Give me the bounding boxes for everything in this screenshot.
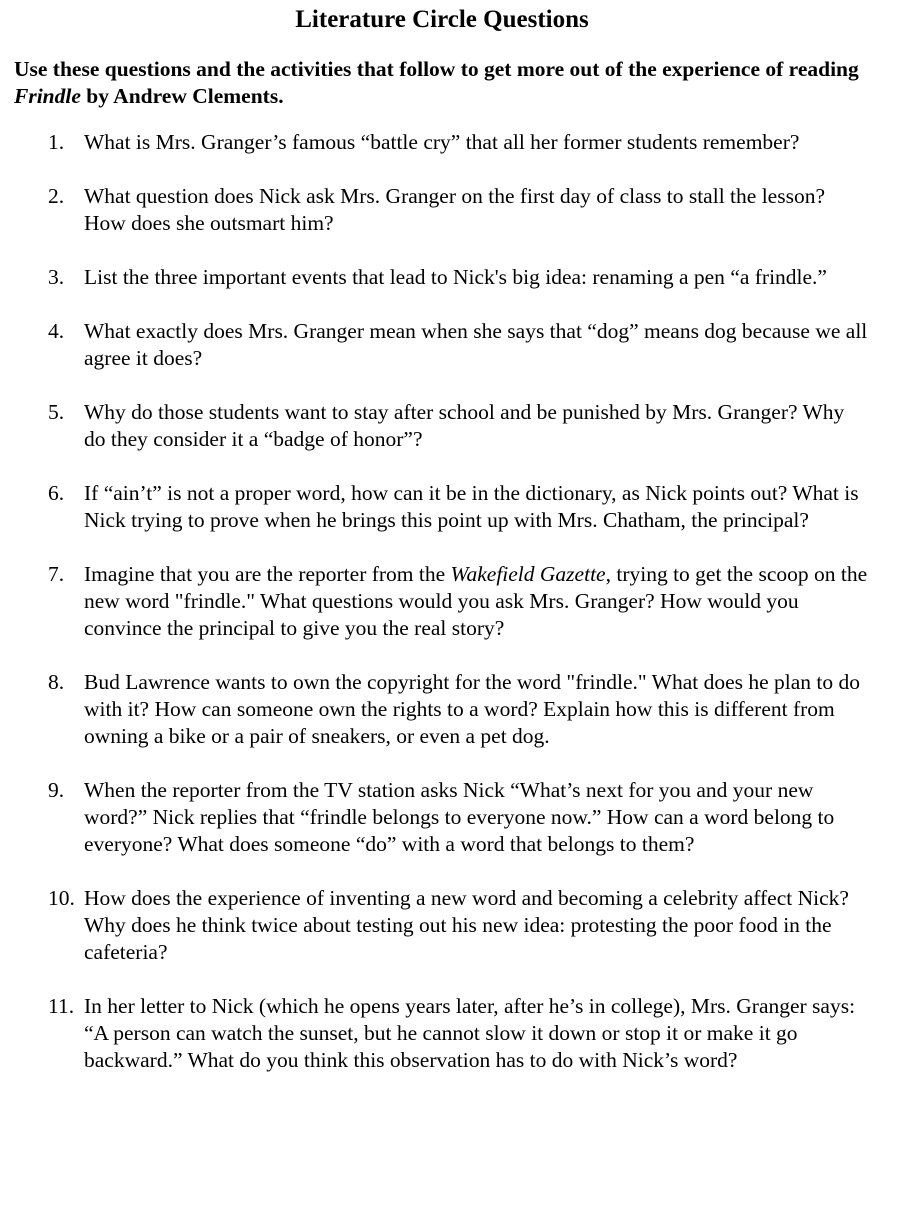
question-item: [14, 669, 870, 750]
question-text: [84, 318, 870, 372]
question-number: 2.: [48, 184, 65, 208]
question-text: [84, 561, 870, 642]
question-text-part: What exactly does Mrs. Granger mean when she says that “dog” means dog because we all agree it does?: [84, 319, 868, 370]
question-number: 9.: [48, 778, 65, 802]
question-text-part: In her letter to Nick (which he opens years later, after he’s in college), Mrs. Granger says: “A person can watch the sunset, but he cannot slow it down or stop it or make it go backward.” What do you think this observation has to do with Nick’s word?: [84, 994, 856, 1072]
question-item: [14, 264, 870, 291]
question-number: 10.: [48, 886, 75, 910]
question-text: [84, 129, 870, 156]
question-text: [84, 993, 870, 1074]
question-text-part: , trying to get the scoop on the new word "frindle." What questions would you ask Mrs. Granger? How would you convince the principal to give you the real story?: [84, 562, 868, 640]
question-number: 6.: [48, 481, 65, 505]
question-number: 1.: [48, 130, 65, 154]
question-item: [14, 129, 870, 156]
question-number: 7.: [48, 562, 65, 586]
question-item: [14, 480, 870, 534]
question-item: [14, 318, 870, 372]
intro-paragraph: [14, 56, 870, 110]
question-number: 8.: [48, 670, 65, 694]
question-item: [14, 183, 870, 237]
question-item: [14, 885, 870, 966]
question-text: [84, 399, 870, 453]
question-text-part: List the three important events that lead to Nick's big idea: renaming a pen “a frindle.”: [84, 265, 827, 289]
question-item: [14, 993, 870, 1074]
question-number: 11.: [48, 994, 75, 1018]
question-text: [84, 777, 870, 858]
publication-title: Wakefield Gazette: [450, 562, 606, 586]
question-text-part: Why do those students want to stay after school and be punished by Mrs. Granger? Why do they consider it a “badge of honor”?: [84, 400, 845, 451]
question-item: [14, 561, 870, 642]
intro-text-after: by Andrew Clements.: [80, 84, 284, 108]
question-text-part: If “ain’t” is not a proper word, how can it be in the dictionary, as Nick points out? What is Nick trying to prove when he brings this point up with Mrs. Chatham, the principal?: [84, 481, 859, 532]
document-page: [0, 5, 900, 1205]
question-number: 3.: [48, 265, 65, 289]
question-text: [84, 480, 870, 534]
question-text: [84, 669, 870, 750]
question-text-part: What question does Nick ask Mrs. Granger on the first day of class to stall the lesson? How does she outsmart him?: [84, 184, 825, 235]
question-text: [84, 183, 870, 237]
intro-text-before: Use these questions and the activities that follow to get more out of the experience of reading: [14, 57, 859, 81]
question-text-part: How does the experience of inventing a new word and becoming a celebrity affect Nick? Why does he think twice about testing out his new idea: protesting the poor food in the cafeteria?: [84, 886, 849, 964]
question-item: [14, 777, 870, 858]
document-title: Literature Circle Questions: [295, 6, 589, 33]
question-number: 4.: [48, 319, 65, 343]
question-text-part: Bud Lawrence wants to own the copyright for the word "frindle." What does he plan to do with it? How can someone own the rights to a word? Explain how this is different from owning a bike or a pair of sneakers, or even a pet dog.: [84, 670, 861, 748]
question-number: 5.: [48, 400, 65, 424]
question-text-part: When the reporter from the TV station asks Nick “What’s next for you and your new word?” Nick replies that “frindle belongs to everyone now.” How can a word belong to everyone? What does someone “do” with a word that belongs to them?: [84, 778, 835, 856]
question-text-part: What is Mrs. Granger’s famous “battle cry” that all her former students remember?: [84, 130, 800, 154]
question-text: [84, 885, 870, 966]
book-title: Frindle: [14, 84, 81, 108]
question-list: [14, 129, 870, 1074]
question-text: [84, 264, 870, 291]
question-item: [14, 399, 870, 453]
question-text-part: Imagine that you are the reporter from the: [84, 562, 451, 586]
